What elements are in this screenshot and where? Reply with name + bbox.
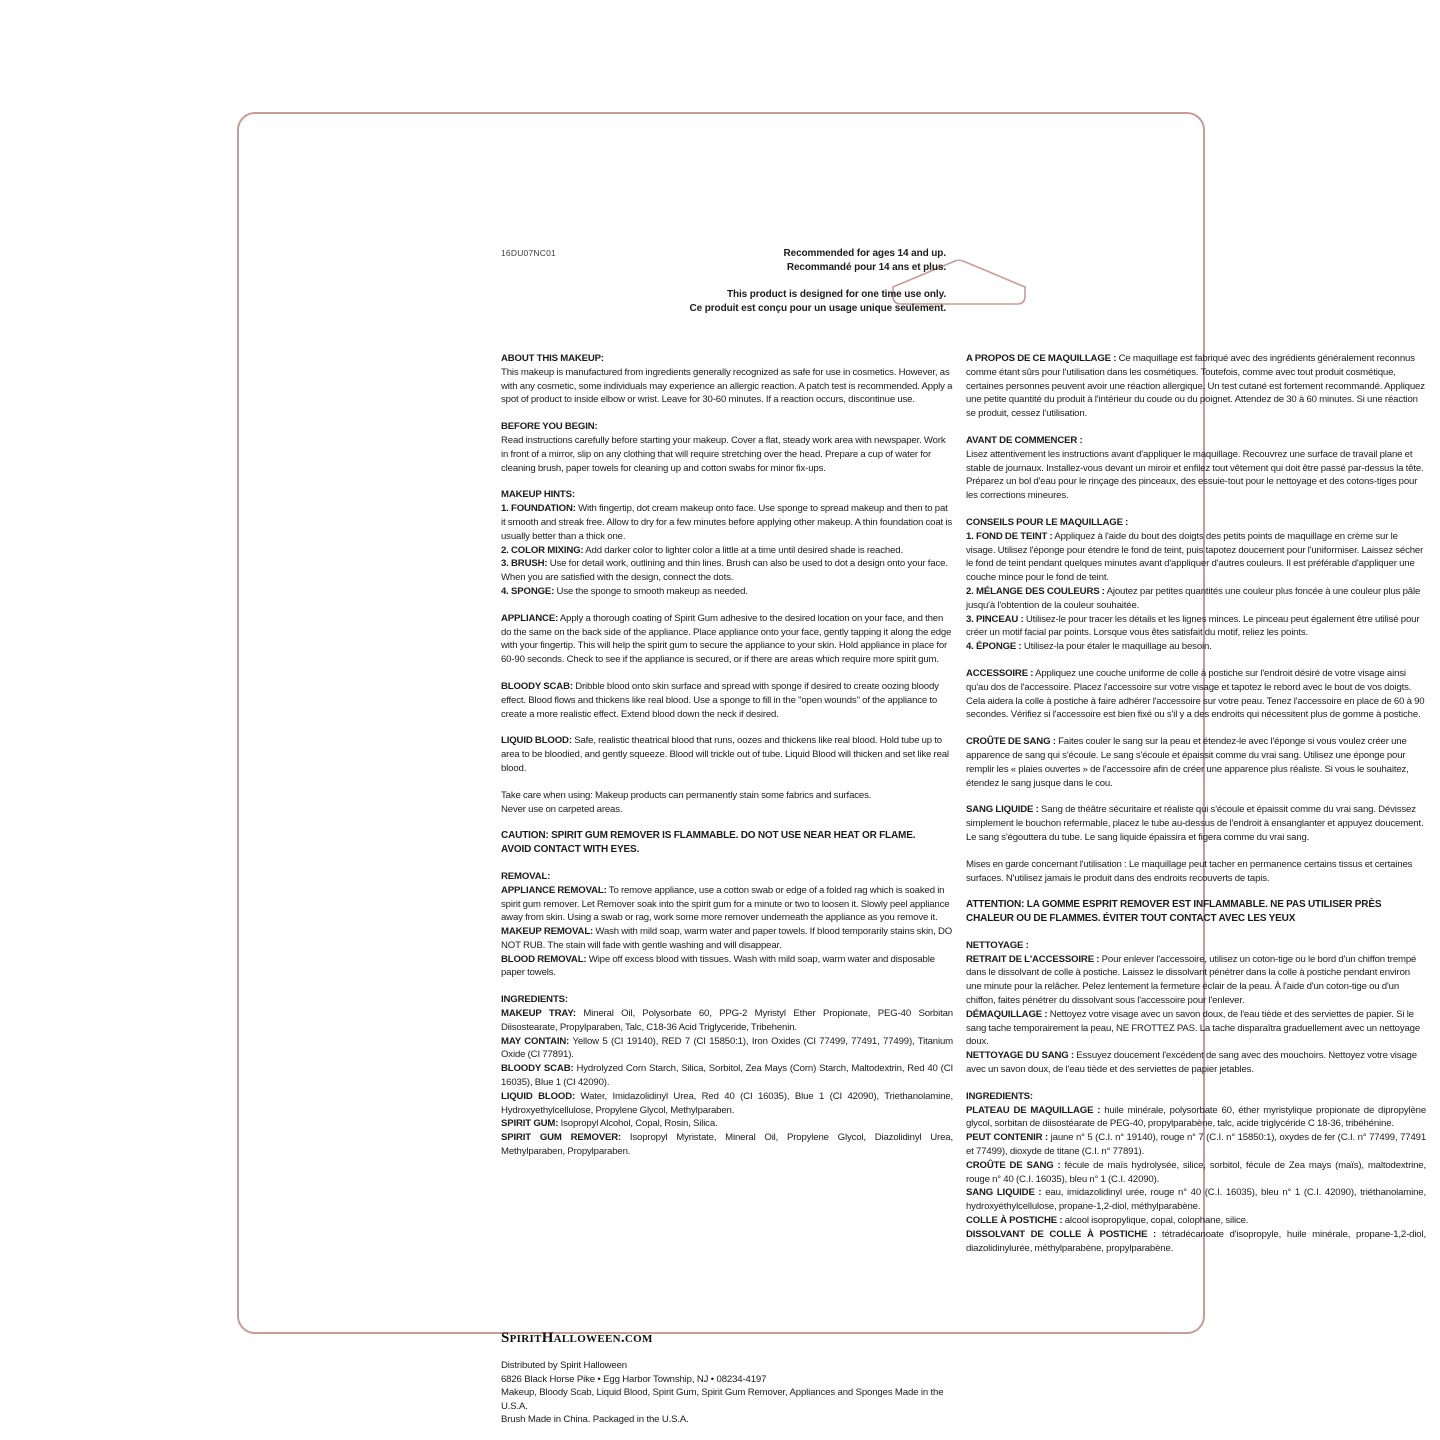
paragraph-label: 4. ÉPONGE : (966, 641, 1022, 653)
paragraph-label: APPLIANCE: (501, 612, 559, 624)
paragraph-label: NETTOYAGE DU SANG : (966, 1050, 1074, 1062)
section-paragraph: CROÛTE DE SANG : Faites couler le sang sur la peau et étendez-le avec l'éponge si vous voulez créer une apparence de sang qui s'écoule. Le sang s'écoule et épaissit comme du vrai sang. Utilisez une éponge pour remplir les « plaies ouvertes » de l'accessoire afin de créer une apparence plus réaliste. Si vous le souhaitez, étendez le sang jusque dans le cou. (966, 736, 1409, 789)
paragraph-label: CROÛTE DE SANG : (966, 1159, 1061, 1171)
paragraph-label: PEUT CONTENIR : (966, 1132, 1049, 1144)
paragraph-label: 1. FOND DE TEINT : (966, 530, 1053, 542)
section-paragraph: BLOODY SCAB: Hydrolyzed Corn Starch, Silica, Sorbitol, Zea Mays (Corn) Starch, Maltodextrin, Red 40 (CI 16035), Blue 1 (CI 42090). (501, 1063, 953, 1089)
packaging-card (237, 112, 1427, 1425)
distributor-line: 6826 Black Horse Pike • Egg Harbor Township, NJ • 08234-4197 (501, 1373, 767, 1385)
section-paragraph: CAUTION: SPIRIT GUM REMOVER IS FLAMMABLE. DO NOT USE NEAR HEAT OR FLAME. (501, 830, 916, 842)
section-paragraph: BLOODY SCAB: Dribble blood onto skin surface and spread with sponge if desired to create oozing bloody effect. Blood flows and thickens like real blood. Use a sponge to fill in the "open wounds" of the appliance to create a more realistic effect. Extend blood down the neck if desired. (501, 680, 939, 720)
paragraph-label: A PROPOS DE CE MAQUILLAGE : (966, 353, 1117, 364)
text-section (966, 858, 1426, 886)
section-heading: NETTOYAGE : (966, 939, 1029, 951)
section-paragraph: MAKEUP REMOVAL: Wash with mild soap, warm water and paper towels. If blood temporarily stains skin, DO NOT RUB. The stain will fade with gentle washing and will disappear. (501, 926, 953, 951)
section-paragraph: LIQUID BLOOD: Safe, realistic theatrical blood that runs, oozes and thickens like real blood. Hold tube up to area to be bloodied, and gently squeeze. Blood will trickle out of tube. Liquid Blood will thicken and set like real blood. (501, 735, 949, 774)
paragraph-label: RETRAIT DE L'ACCESSOIRE : (966, 953, 1100, 965)
section-paragraph: APPLIANCE REMOVAL: To remove appliance, use a cotton swab or edge of a folded rag which is soaked in spirit gum remover. Let Remover soak into the spirit gum for a minute or two to loosen it. Slowly peel appliance away from skin. Using a swab or rag, work some more remover underneath the appliance as you remove it. (501, 884, 950, 924)
section-paragraph: PLATEAU DE MAQUILLAGE : huile minérale, polysorbate 60, éther myristylique propionate de dipropylène glycol, sorbitan de diisostéarate de PEG-40, propylparabène, talc, acide triglycéride C 18-36, tribéhénine. (966, 1104, 1427, 1130)
paragraph-label: BLOODY SCAB: (501, 1063, 574, 1075)
text-section (501, 488, 953, 598)
section-paragraph: RETRAIT DE L'ACCESSOIRE : Pour enlever l'accessoire, utilisez un coton-tige ou le bord d'un chiffon trempé dans le dissolvant de colle à postiche. Laissez le dissolvant pénétrer dans la colle à postiche pendant environ une minute pour la relâcher. Pelez lentement la fermeture éclair de la peau. À l'aide d'un coton-tige ou d'un chiffon, faites pénétrer du dissolvant sous l'accessoire pour l'enlever. (966, 953, 1417, 1007)
paragraph-label: BLOODY SCAB: (501, 680, 573, 692)
text-section (501, 789, 953, 817)
section-paragraph: Never use on carpeted areas. (501, 803, 623, 815)
single-use-notice-fr: Ce produit est conçu pour un usage unique seulement. (689, 303, 946, 314)
age-recommendation-en: Recommended for ages 14 and up. (783, 248, 946, 259)
section-paragraph: SPIRIT GUM REMOVER: Isopropyl Myristate, Mineral Oil, Propylene Glycol, Diazolidinyl Urea, Methylparaben, Propylparaben. (501, 1132, 953, 1158)
paragraph-label: 3. BRUSH: (501, 558, 548, 570)
section-heading: BEFORE YOU BEGIN: (501, 421, 598, 433)
section-heading: AVANT DE COMMENCER : (966, 434, 1083, 446)
paragraph-label: MAY CONTAIN: (501, 1035, 570, 1047)
paragraph-label: LIQUID BLOOD: (501, 1090, 576, 1102)
section-paragraph: This makeup is manufactured from ingredients generally recognized as safe for use in cosmetics. However, as with any cosmetic, some individuals may experience an allergic reaction. A patch test is recommended. Apply a spot of product to inside elbow or wrist. Leave for 30-60 minutes. If a reaction occurs, discontinue use. (501, 366, 953, 406)
paragraph-label: 4. SPONGE: (501, 585, 555, 597)
footer (501, 1330, 961, 1427)
section-paragraph: 4. ÉPONGE : Utilisez-la pour étaler le maquillage au besoin. (966, 641, 1212, 653)
paragraph-label: SANG LIQUIDE : (966, 1187, 1042, 1199)
section-heading: CONSEILS POUR LE MAQUILLAGE : (966, 516, 1129, 528)
paragraph-label: SPIRIT GUM: (501, 1118, 559, 1130)
paragraph-label: BLOOD REMOVAL: (501, 953, 587, 965)
text-section (501, 829, 953, 857)
english-instructions-column (501, 352, 953, 1172)
paragraph-label: APPLIANCE REMOVAL: (501, 884, 607, 896)
product-code: 16DU07NC01 (501, 248, 556, 258)
section-heading: ABOUT THIS MAKEUP: (501, 353, 604, 364)
section-paragraph: SANG LIQUIDE : eau, imidazolidinyl urée, rouge n° 40 (C.I. 16035), bleu n° 1 (C.I. 42090), triéthanolamine, hydroxyéthylcellulose, propane-1,2-diol, méthylparabène. (966, 1187, 1427, 1213)
section-paragraph: 1. FOND DE TEINT : Appliquez à l'aide du bout des doigts des petits points de maquillage en crème sur le visage. Utilisez l'éponge pour étendre le fond de teint, puis tapotez doucement pour l'uniformiser. Laissez sécher le fond de teint pendant quelques minutes avant d'appliquer d'autres couleurs. Il est préférable d'appliquer une couche mince pour le fond de teint. (966, 530, 1424, 584)
text-section (966, 352, 1426, 421)
section-paragraph: LIQUID BLOOD: Water, Imidazolidinyl Urea, Red 40 (CI 16035), Blue 1 (CI 42090), Triethanolamine, Hydroxyethylcellulose, Propylene Glycol, Methylparaben. (501, 1090, 953, 1116)
section-paragraph: AVOID CONTACT WITH EYES. (501, 844, 640, 856)
section-paragraph: MAY CONTAIN: Yellow 5 (CI 19140), RED 7 (CI 15850:1), Iron Oxides (CI 77499, 77491, 77499), Titanium Oxide (CI 77891). (501, 1035, 953, 1061)
text-section (501, 352, 953, 407)
french-instructions-column (966, 352, 1426, 1268)
paragraph-label: SPIRIT GUM REMOVER: (501, 1132, 622, 1144)
paragraph-label: ACCESSOIRE : (966, 667, 1034, 679)
section-paragraph: ACCESSOIRE : Appliquez une couche uniforme de colle à postiche sur l'endroit désiré de votre visage ainsi qu'au dos de l'accessoire. Placez l'accessoire sur votre visage et tapotez le rebord avec le bout de vos doigts. Cela aidera la colle à postiche à faire adhérer l'accessoire sur votre peau. Tenez l'accessoire en place de 60 à 90 secondes. Vérifiez si l'accessoire est bien fixé ou s'il y a des endroits qui nécessitent plus de gomme à postiche. (966, 667, 1425, 721)
section-paragraph: ATTENTION: LA GOMME ESPRIT REMOVER EST INFLAMMABLE. NE PAS UTILISER PRÈS CHALEUR OU DE FLAMMES. ÉVITER TOUT CONTACT AVEC LES YEUX (966, 899, 1382, 925)
paragraph-label: 1. FOUNDATION: (501, 503, 576, 515)
section-paragraph: 2. MÉLANGE DES COULEURS : Ajoutez par petites quantités une couleur plus foncée à une couleur plus pâle jusqu'à l'obtention de la couleur souhaitée. (966, 585, 1421, 611)
paragraph-label: SANG LIQUIDE : (966, 804, 1039, 816)
paragraph-label: CROÛTE DE SANG : (966, 736, 1056, 748)
paragraph-label: 2. COLOR MIXING: (501, 544, 584, 556)
text-section (966, 434, 1426, 503)
text-section (966, 1090, 1426, 1256)
section-paragraph: DISSOLVANT DE COLLE À POSTICHE : tétradécanoate d'isopropyle, huile minérale, propane-1,2-diol, diazolidinylurée, méthylparabène, propylparabène. (966, 1228, 1426, 1254)
section-paragraph: A PROPOS DE CE MAQUILLAGE : Ce maquillage est fabriqué avec des ingrédients généralement reconnus comme étant sûrs pour l'utilisation dans les cosmétiques. Toutefois, comme avec tout produit cosmétique, certaines personnes peuvent avoir une réaction allergique. Un test cutané est fortement recommandé. Appliquez une petite quantité du produit à l'intérieur du coude ou du poignet. Attendez de 30 à 60 minutes. Si une réaction se produit, cessez l'utilisation. (966, 353, 1425, 420)
section-paragraph: DÉMAQUILLAGE : Nettoyez votre visage avec un savon doux, de l'eau tiède et des serviettes de papier. Si le sang tache temporairement la peau, NE FROTTEZ PAS. La tache disparaîtra graduellement avec un nettoyage doux. (966, 1008, 1421, 1048)
section-heading: INGREDIENTS: (501, 994, 568, 1006)
paragraph-label: MAKEUP TRAY: (501, 1008, 576, 1020)
section-paragraph: Read instructions carefully before starting your makeup. Cover a flat, steady work area with newspaper. Work in front of a mirror, slip on any clothing that will require stretching over the head. Prepare a cup of water for cleaning brush, paper towels for cleaning up and cotton swabs for minor fix-ups. (501, 434, 946, 474)
distributor-line: Makeup, Bloody Scab, Liquid Blood, Spirit Gum, Spirit Gum Remover, Appliances and Sponges Made in the U.S.A. (501, 1387, 944, 1412)
paragraph-label: COLLE À POSTICHE : (966, 1215, 1063, 1227)
section-paragraph: PEUT CONTENIR : jaune n° 5 (C.I. n° 19140), rouge n° 7 (C.I. n° 15850:1), oxydes de fer (C.I. n° 77499, 77491 et 77499), dioxyde de titane (C.I. n° 77891). (966, 1132, 1427, 1158)
paragraph-label: PLATEAU DE MAQUILLAGE : (966, 1104, 1101, 1116)
section-paragraph: 4. SPONGE: Use the sponge to smooth makeup as needed. (501, 585, 748, 597)
paragraph-label: 2. MÉLANGE DES COULEURS : (966, 585, 1105, 597)
age-recommendation (690, 247, 947, 275)
section-paragraph: NETTOYAGE DU SANG : Essuyez doucement l'excédent de sang avec des mouchoirs. Nettoyez votre visage avec un savon doux, de l'eau tiède et des serviettes de papier jetables. (966, 1050, 1417, 1076)
paragraph-label: MAKEUP REMOVAL: (501, 926, 594, 938)
section-paragraph: Mises en garde concernant l'utilisation : Le maquillage peut tacher en permanence certains tissus et certaines surfaces. N'utilisez jamais le produit dans des endroits recouverts de tapis. (966, 858, 1413, 884)
single-use-notice-en: This product is designed for one time use only. (726, 289, 946, 300)
section-paragraph: SANG LIQUIDE : Sang de théâtre sécuritaire et réaliste qui s'écoule et épaissit comme du vrai sang. Dévissez simplement le bouchon refermable, placez le tube au-dessus de l'endroit à ensanglanter et appuyez doucement. Le sang s'égouttera du tube. Le sang liquide épaissira et figera comme du vrai sang. (966, 804, 1424, 843)
text-section (966, 516, 1426, 654)
spirit-halloween-logo: SpiritHalloween.com (501, 1330, 653, 1346)
section-paragraph: 1. FOUNDATION: With fingertip, dot cream makeup onto face. Use sponge to spread makeup and then to pat it smooth and streak free. Allow to dry for a few minutes before applying other makeup. A thin foundation coat is usually better than a thick one. (501, 503, 953, 542)
text-section (966, 735, 1426, 790)
single-use-notice (690, 288, 947, 316)
text-section (966, 667, 1426, 722)
section-paragraph: CROÛTE DE SANG : fécule de maïs hydrolysée, silice, sorbitol, fécule de Zea mays (maïs), maltodextrine, rouge n° 40 (C.I. 16035), bleu n° 1 (C.I. 42090). (966, 1159, 1426, 1185)
section-paragraph: APPLIANCE: Apply a thorough coating of Spirit Gum adhesive to the desired location on your face, and then do the same on the back side of the appliance. Place appliance onto your face, gently tapping it along the edge with your fingertip. This will help the spirit gum to secure the appliance to your skin. Hold appliance in place for 60-90 seconds. Check to see if the appliance is secured, or if there are areas which require more spirit gum. (501, 612, 952, 666)
section-paragraph: 2. COLOR MIXING: Add darker color to lighter color a little at a time until desired shade is reached. (501, 544, 903, 556)
section-paragraph: 3. BRUSH: Use for detail work, outlining and thin lines. Brush can also be used to dot a design onto your face. When you are satisfied with the design, connect the dots. (501, 558, 948, 584)
text-section (966, 803, 1426, 844)
section-heading: INGREDIENTS: (966, 1090, 1033, 1102)
text-section (966, 898, 1426, 926)
text-section (501, 993, 953, 1159)
text-section (501, 734, 953, 775)
text-section (501, 870, 953, 980)
paragraph-label: DISSOLVANT DE COLLE À POSTICHE : (966, 1228, 1157, 1240)
header-notices (690, 247, 947, 329)
distributor-line: Brush Made in China. Packaged in the U.S.A. (501, 1414, 689, 1425)
section-paragraph: COLLE À POSTICHE : alcool isopropylique, copal, colophane, silice. (966, 1215, 1249, 1227)
paragraph-label: DÉMAQUILLAGE : (966, 1008, 1048, 1020)
text-section (501, 420, 953, 475)
paragraph-label: 3. PINCEAU : (966, 613, 1024, 625)
text-section (501, 612, 953, 667)
text-section (966, 939, 1426, 1077)
text-section (501, 680, 953, 721)
age-recommendation-fr: Recommandé pour 14 ans et plus. (786, 262, 946, 273)
section-paragraph: BLOOD REMOVAL: Wipe off excess blood with tissues. Wash with mild soap, warm water and disposable paper towels. (501, 953, 935, 979)
section-heading: REMOVAL: (501, 870, 551, 882)
section-paragraph: Lisez attentivement les instructions avant d'appliquer le maquillage. Recouvrez une surface de travail plane et stable de journaux. Installez-vous devant un miroir et enfilez tout vêtement qui doit être passé par-dessus la tête. Préparez un bol d'eau pour le rinçage des pinceaux, des essuie-tout pour le nettoyage et des cotons-tiges pour les corrections mineures. (966, 448, 1424, 502)
section-paragraph: 3. PINCEAU : Utilisez-le pour tracer les détails et les lignes minces. Le pinceau peut également être utilisé pour créer un motif facial par points. Lorsque vous êtes satisfait du motif, reliez les points. (966, 613, 1420, 639)
distributor-info (501, 1359, 961, 1427)
section-heading: MAKEUP HINTS: (501, 489, 575, 501)
paragraph-label: LIQUID BLOOD: (501, 735, 572, 747)
distributor-line: Distributed by Spirit Halloween (501, 1360, 627, 1371)
section-paragraph: Take care when using: Makeup products can permanently stain some fabrics and surfaces. (501, 789, 872, 801)
section-paragraph: MAKEUP TRAY: Mineral Oil, Polysorbate 60, PPG-2 Myristyl Ether Propionate, PEG-40 Sorbitan Diisostearate, Propylparaben, Talc, C18-36 Acid Triglyceride, Tribehenin. (501, 1008, 953, 1033)
section-paragraph: SPIRIT GUM: Isopropyl Alcohol, Copal, Rosin, Silica. (501, 1118, 718, 1130)
